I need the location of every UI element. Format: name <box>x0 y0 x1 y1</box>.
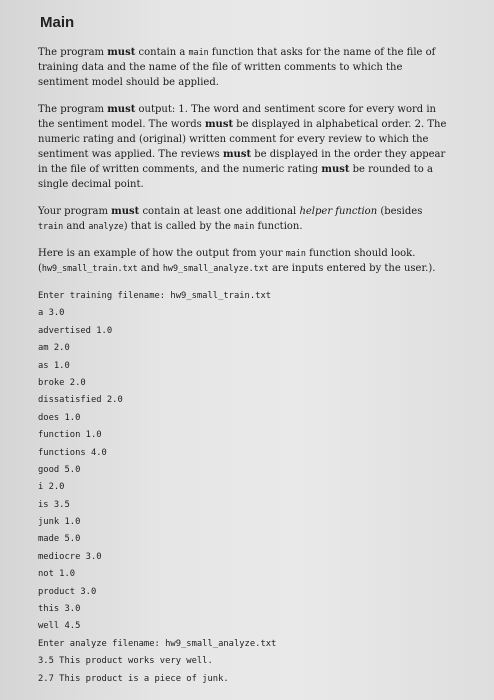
paragraph-example-intro <box>38 246 448 276</box>
text: contain at least one additional <box>139 206 300 217</box>
output-line: Enter training filename: hw9_small_train.txt <box>38 291 272 301</box>
bold-text: must <box>107 47 136 58</box>
text: be rounded to a single decimal point. <box>38 164 433 190</box>
text: be displayed in alphabetical order. 2. The numeric rating and (original) written comment for every review to which the sentiment was applied. The reviews <box>38 119 447 160</box>
output-line: not 1.0 <box>38 569 76 580</box>
paragraph-main-requirement <box>38 45 448 90</box>
output-line: broke 2.0 <box>38 377 86 388</box>
inline-code: hw9_small_train.txt <box>41 263 138 273</box>
text: The program <box>38 47 108 58</box>
inline-code: main <box>285 248 306 258</box>
output-line: made 5.0 <box>38 534 81 545</box>
bold-text: must <box>222 149 252 160</box>
output-line: junk 1.0 <box>38 517 81 528</box>
output-line: as 1.0 <box>38 360 70 371</box>
text: contain a <box>135 47 189 58</box>
bold-text: must <box>107 104 136 115</box>
inline-code: main <box>234 221 255 231</box>
output-line: a 3.0 <box>38 308 65 319</box>
inline-code: main <box>188 47 209 57</box>
text: are inputs entered by the user.). <box>268 263 436 274</box>
text: (besides <box>377 206 423 217</box>
output-line: this 3.0 <box>38 604 81 615</box>
output-line: i 2.0 <box>38 482 65 493</box>
italic-text: helper function <box>299 206 378 217</box>
inline-code: train <box>38 221 64 231</box>
output-line: 2.7 This product is a piece of junk. <box>38 673 229 684</box>
paragraph-output-requirement <box>38 102 448 192</box>
output-line: does 1.0 <box>38 412 81 423</box>
text: The program <box>38 104 108 115</box>
bold-text: must <box>321 164 350 175</box>
output-line: good 5.0 <box>38 464 81 475</box>
output-line: function 1.0 <box>38 430 102 441</box>
document-content <box>38 14 448 688</box>
output-line: mediocre 3.0 <box>38 551 102 562</box>
output-line: is 3.5 <box>38 499 70 510</box>
text: and <box>63 221 89 232</box>
output-line: functions 4.0 <box>38 447 107 458</box>
text: Your program <box>38 206 112 217</box>
inline-code: analyze <box>88 221 124 231</box>
bold-text: must <box>111 206 140 217</box>
output-line: Enter analyze filename: hw9_small_analyze.txt <box>38 638 277 649</box>
text: be displayed in the order they appear in the file of written comments, and the numeric rating <box>38 149 446 175</box>
inline-code: hw9_small_analyze.txt <box>162 263 269 273</box>
output-line: dissatisfied 2.0 <box>38 395 123 406</box>
text: and <box>137 263 163 274</box>
bold-text: must <box>204 119 234 130</box>
example-output-block <box>38 288 448 688</box>
output-line: advertised 1.0 <box>38 325 113 336</box>
paragraph-helper-requirement <box>38 204 448 234</box>
text: function that asks for the name of the file of training data and the name of the file of written comments to which the sentiment model should be applied. <box>38 47 436 88</box>
output-line: well 4.5 <box>38 621 81 632</box>
output-line: 3.5 This product works very well. <box>38 656 213 667</box>
text: output: 1. The word and sentiment score for every word in the sentiment model. The words <box>38 104 436 130</box>
output-line: am 2.0 <box>38 343 70 354</box>
text: Here is an example of how the output from your <box>38 248 286 259</box>
text: ) that is called by the <box>123 221 235 232</box>
text: function should look. ( <box>38 248 416 274</box>
text: function. <box>254 221 303 232</box>
output-line: product 3.0 <box>38 586 97 597</box>
section-heading: Main <box>40 14 75 31</box>
